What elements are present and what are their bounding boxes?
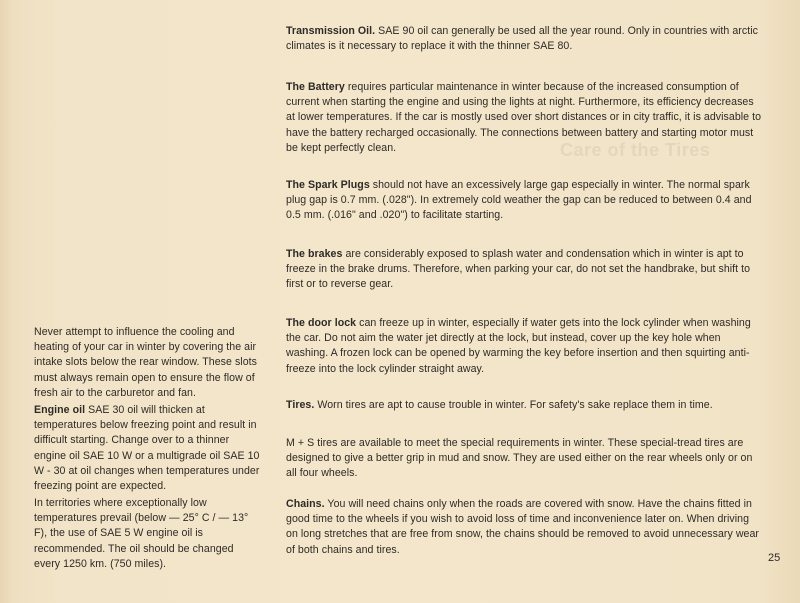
tires-paragraph	[286, 398, 762, 413]
brakes-heading: The brakes	[286, 248, 343, 260]
door-lock-heading: The door lock	[286, 317, 357, 329]
ms-tires-paragraph	[286, 436, 762, 482]
spark-plugs-paragraph	[286, 178, 762, 224]
engine-oil-heading: Engine oil	[34, 404, 86, 416]
cooling-paragraph	[34, 325, 260, 401]
tires-text: Worn tires are apt to cause trouble in winter. For safety's sake replace them in time.	[314, 399, 713, 411]
tires-heading: Tires.	[286, 399, 315, 411]
engine-oil-text: SAE 30 oil will thicken at temperatures below freezing point and result in difficult starting. Change over to a thinner engine oil SAE 10 W or a multigrade oil SAE 10 W - 30 at oil changes when temperatures under freezing point are expected.	[34, 404, 260, 493]
cooling-text: Never attempt to influence the cooling and heating of your car in winter by covering the air intake slots below the rear window. These slots must always remain open to ensure the flow of fresh air to the carburetor and fan.	[34, 326, 257, 399]
battery-paragraph	[286, 80, 762, 156]
door-lock-paragraph	[286, 316, 762, 377]
page-number: 25	[768, 552, 781, 564]
brakes-text: are considerably exposed to splash water and condensation which in winter is apt to freeze in the brake drums. Therefore, when parking your car, do not set the handbrake, but shift to first or to reverse gear.	[286, 248, 751, 291]
spark-plugs-heading: The Spark Plugs	[286, 179, 370, 191]
battery-text: requires particular maintenance in winter because of the increased consumption of current when starting the engine and using the lights at night. Furthermore, its efficiency decreases at lower temperatures. If the car is mostly used over short distances or in city traffic, it is advisable to have the battery recharged occasionally. The connections between battery and starting motor must be kept perfectly clean.	[286, 81, 762, 154]
show-through-heading: Care of the Tires	[560, 140, 711, 160]
low-temperature-text: In territories where exceptionally low temperatures prevail (below — 25° C / — 13° F), the use of SAE 5 W engine oil is recommended. The oil should be changed every 1250 km. (750 miles).	[34, 497, 249, 570]
ms-tires-text: M + S tires are available to meet the special requirements in winter. These special-tread tires are designed to give a better grip in mud and snow. They are used either on the rear wheels only or on all four wheels.	[286, 437, 753, 480]
spark-plugs-text: should not have an excessively large gap especially in winter. The normal spark plug gap is 0.7 mm. (.028"). In extremely cold weather the gap can be reduced to between 0.4 and 0.5 mm. (.016" and .020") to facilitate starting.	[286, 179, 752, 222]
transmission-oil-heading: Transmission Oil.	[286, 25, 376, 37]
door-lock-text: can freeze up in winter, especially if water gets into the lock cylinder when washing the car. Do not aim the water jet directly at the lock, but instead, cover up the key hole when washing. A frozen lock can be opened by warming the key before insertion and then squirting anti-freeze into the lock cylinder straight away.	[286, 317, 751, 375]
chains-heading: Chains.	[286, 498, 325, 510]
chains-text: You will need chains only when the roads are covered with snow. Have the chains fitted in good time to the wheels if you wish to avoid loss of time and inconvenience later on. When driving on long stretches that are free from snow, the chains should be removed to avoid unnecessary wear of both chains and tires.	[286, 498, 760, 556]
chains-paragraph	[286, 497, 762, 558]
engine-oil-paragraph	[34, 403, 260, 494]
transmission-oil-paragraph	[286, 24, 762, 54]
transmission-oil-text: SAE 90 oil can generally be used all the year round. Only in countries with arctic climates is it necessary to replace it with the thinner SAE 80.	[286, 25, 758, 53]
brakes-paragraph	[286, 247, 762, 293]
low-temperature-paragraph	[34, 496, 260, 572]
battery-heading: The Battery	[286, 81, 345, 93]
